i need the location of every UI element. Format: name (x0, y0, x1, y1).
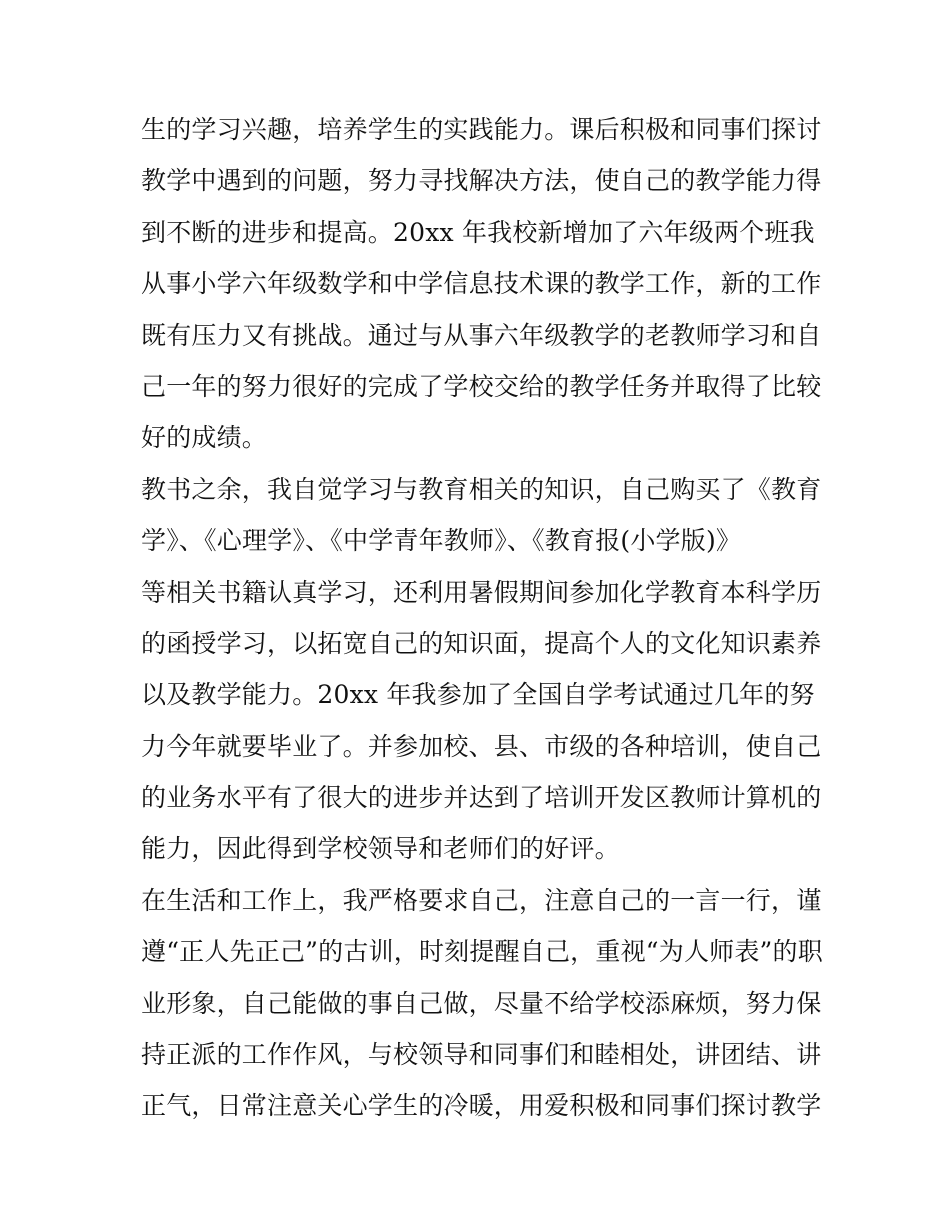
text-line-7: 好的成绩。 (141, 423, 268, 453)
text-line-9: 学》、《心理学》、《中学青年教师》、《教育报(小学版)》 (141, 526, 742, 556)
text-line-13: 力今年就要毕业了。并参加校、县、市级的各种培训，使自己 (141, 731, 822, 761)
body-text (141, 104, 821, 1132)
text-line-18: 业形象，自己能做的事自己做，尽量不给学校添麻烦，努力保 (141, 988, 822, 1018)
text-line-12: 以及教学能力。20xx 年我参加了全国自学考试通过几年的努 (141, 680, 815, 710)
text-line-11: 的函授学习，以拓宽自己的知识面，提高个人的文化知识素养 (141, 628, 822, 658)
text-line-19: 持正派的工作作风，与校领导和同事们和睦相处，讲团结、讲 (141, 1040, 822, 1070)
text-line-2: 教学中遇到的问题，努力寻找解决方法，使自己的教学能力得 (141, 166, 822, 196)
text-line-8: 教书之余，我自觉学习与教育相关的知识，自己购买了《教育 (141, 474, 822, 504)
text-line-20: 正气，日常注意关心学生的冷暖，用爱积极和同事们探讨教学 (141, 1091, 822, 1121)
text-line-15: 能力，因此得到学校领导和老师们的好评。 (141, 834, 620, 864)
text-line-4: 从事小学六年级数学和中学信息技术课的教学工作，新的工作 (141, 269, 822, 299)
text-line-1: 生的学习兴趣，培养学生的实践能力。课后积极和同事们探讨 (141, 115, 822, 144)
text-line-3: 到不断的进步和提高。20xx 年我校新增加了六年级两个班我 (141, 217, 815, 247)
text-line-5: 既有压力又有挑战。通过与从事六年级教学的老教师学习和自 (141, 320, 822, 350)
text-line-17: 遵“正人先正己”的古训，时刻提醒自己，重视“为人师表”的职 (141, 937, 823, 967)
text-line-16: 在生活和工作上，我严格要求自己，注意自己的一言一行，谨 (141, 885, 822, 915)
text-line-10: 等相关书籍认真学习，还利用暑假期间参加化学教育本科学历 (141, 577, 822, 607)
text-line-14: 的业务水平有了很大的进步并达到了培训开发区教师计算机的 (141, 783, 822, 813)
text-line-6: 己一年的努力很好的完成了学校交给的教学任务并取得了比较 (141, 371, 822, 401)
